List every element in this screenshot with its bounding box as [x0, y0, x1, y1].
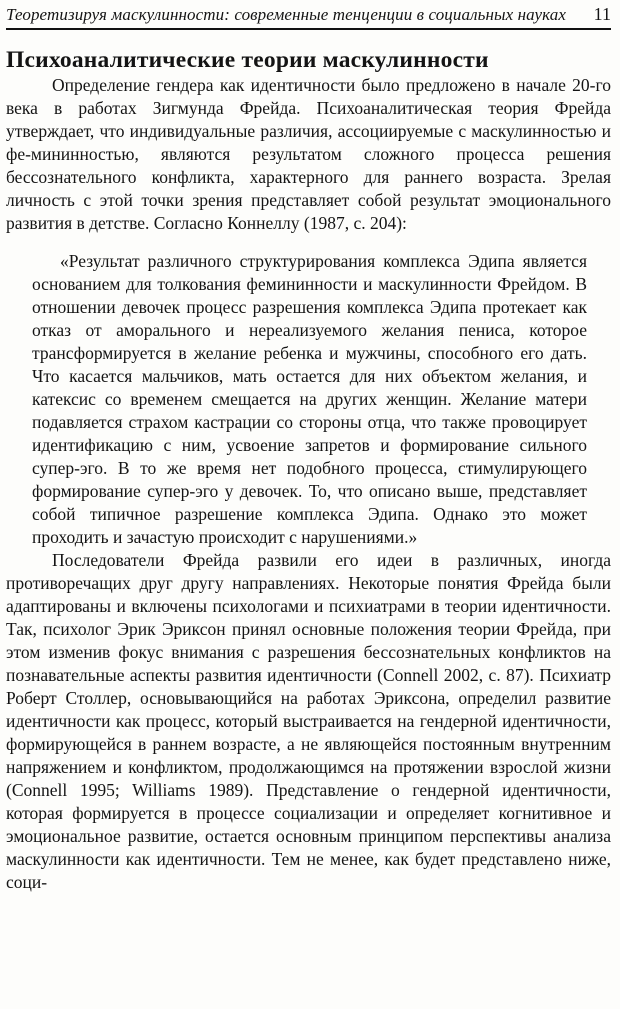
section-title: Психоаналитические теории маскулинности [6, 47, 489, 73]
page-body [6, 74, 611, 894]
header-rule [6, 28, 611, 30]
running-header-title: Теоретизируя маскулинности: современные тенценции в социальных науках [6, 5, 567, 24]
paragraph-intro: Определение гендера как идентичности было предложено в начале 20-го века в работах Зигмунда Фрейда. Психоаналитическая теория Фрейда утверждает, что индивидуальные различия, ассоциируемые с маскулинностью и фе-мининностью, являются результатом сложного процесса решения бессознательного конфликта, характерного для раннего возраста. Зрелая личность с этой точки зрения представляет собой результат эмоционального развития в детстве. Согласно Коннеллу (1987, с. 204): [6, 75, 611, 233]
block-quote-connell: «Результат различного структурирования комплекса Эдипа является основанием для толкования фемининности и маскулинности Фрейдом. В отношении девочек процесс разрешения комплекса Эдипа протекает как отказ от аморального и нереализуемого желания пениса, которое трансформируется в желание ребенка и мужчины, способного его дать. Что касается мальчиков, мать остается для них объектом желания, и катексис со временем смещается на других женщин. Желание матери подавляется страхом кастрации со стороны отца, что также провоцирует идентификацию с ним, усвоение запретов и формирование сильного супер-эго. В то же время нет подобного процесса, стимулирующего формирование супер-эго у девочек. То, что описано выше, представляет собой типичное разрешение комплекса Эдипа. Однако это может проходить и зачастую происходит с нарушениями.» [32, 251, 587, 547]
page-number: 11 [593, 4, 611, 24]
running-header [6, 4, 611, 25]
paragraph-followers: Последователи Фрейда развили его идеи в различных, иногда противоречащих друг другу направлениях. Некоторые понятия Фрейда были адаптированы и включены психологами и психиатрами в теории идентичности. Так, психолог Эрик Эриксон принял основные положения теории Фрейда, при этом изменив фокус внимания с разрешения бессознательных конфликтов на познавательные аспекты развития идентичности (Connell 2002, с. 87). Психиатр Роберт Столлер, основывающийся на работах Эриксона, определил развитие идентичности как процесс, который выстраивается на гендерной идентичности, формирующейся в раннем возрасте, а не являющейся постоянным внутренним напряжением и конфликтом, продолжающимся на протяжении взрослой жизни (Connell 1995; Williams 1989). Представление о гендерной идентичности, которая формируется в процессе социализации и определяет когнитивное и эмоциональное развитие, остается основным принципом перспективы анализа маскулинности как идентичности. Тем не менее, как будет представлено ниже, соци- [6, 550, 611, 892]
